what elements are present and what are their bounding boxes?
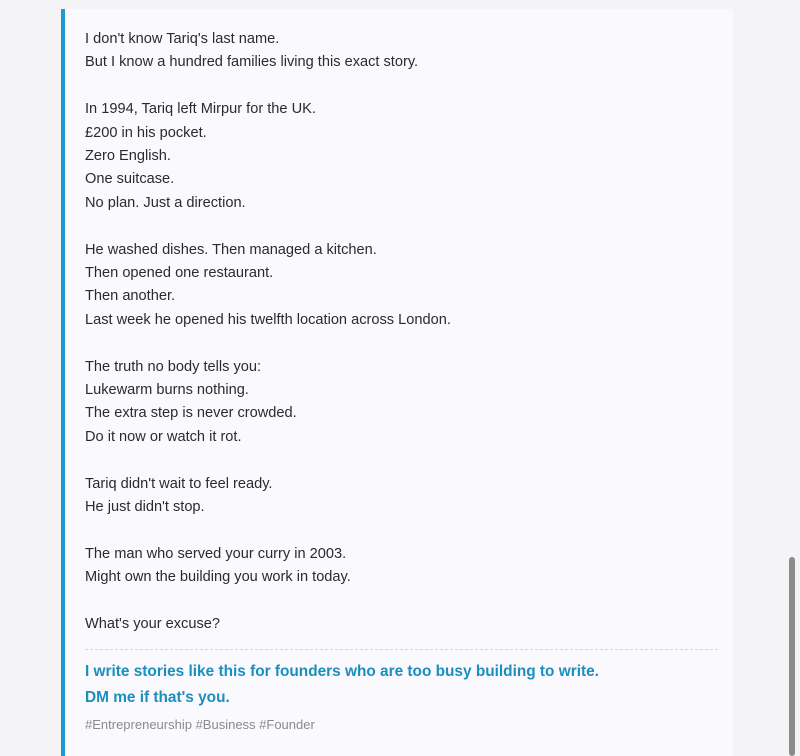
post-line: Might own the building you work in today. [85, 569, 351, 586]
post-line: Then opened one restaurant. [85, 265, 274, 282]
post-line: He just didn't stop. [85, 499, 205, 516]
post-line: The man who served your curry in 2003. [85, 545, 347, 562]
cta-line: I write stories like this for founders who are too busy building to write. [85, 663, 599, 680]
post-line: Then another. [85, 288, 176, 305]
post-line: £200 in his pocket. [85, 124, 207, 141]
post-line: The truth no body tells you: [85, 358, 262, 375]
post-line-gap [85, 75, 725, 98]
scrollbar-thumb[interactable] [789, 557, 795, 756]
post-line: The extra step is never crowded. [85, 405, 297, 422]
post-body [85, 28, 725, 636]
post-line-gap [85, 332, 725, 355]
post-line-gap [85, 215, 725, 238]
post-line-gap [85, 449, 725, 472]
post-line: But I know a hundred families living this exact story. [85, 54, 419, 71]
post-line: Lukewarm burns nothing. [85, 382, 249, 399]
cta-line: DM me if that's you. [85, 688, 230, 706]
post-line-gap [85, 519, 725, 542]
post-line: What's your excuse? [85, 616, 220, 633]
post-line: He washed dishes. Then managed a kitchen. [85, 241, 377, 258]
post-line: Do it now or watch it rot. [85, 428, 242, 445]
post-line: One suitcase. [85, 171, 175, 188]
post-line: I don't know Tariq's last name. [85, 31, 280, 47]
cta-divider [85, 649, 718, 650]
post-line-gap [85, 590, 725, 613]
call-to-action [85, 659, 725, 710]
post-line: Tariq didn't wait to feel ready. [85, 475, 273, 492]
post-line: Zero English. [85, 148, 171, 165]
hashtags[interactable]: #Entrepreneurship #Business #Founder [85, 717, 315, 732]
post-line: No plan. Just a direction. [85, 194, 246, 211]
post-line: In 1994, Tariq left Mirpur for the UK. [85, 101, 316, 118]
post-line: Last week he opened his twelfth location across London. [85, 311, 451, 328]
